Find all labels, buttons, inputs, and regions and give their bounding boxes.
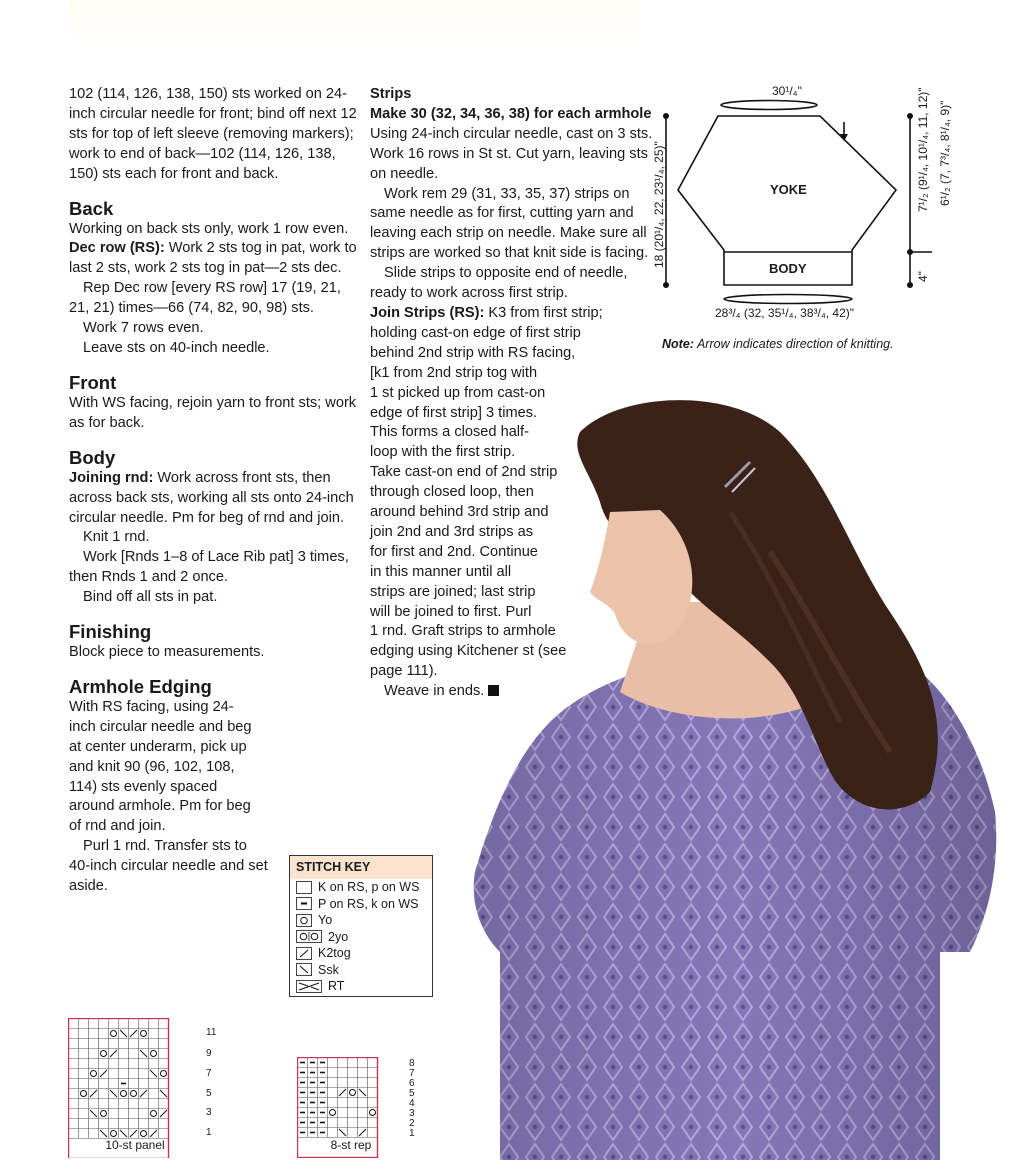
- garment-outline: [678, 116, 896, 285]
- back-p2: Dec row (RS): Work 2 sts tog in pat, work to last 2 sts, work 2 sts tog in pat—2 sts dec.: [69, 240, 357, 277]
- chart2-row-number: 2: [409, 1118, 415, 1129]
- yo-symbol: [111, 1031, 117, 1037]
- chart2-row-number: 8: [409, 1058, 415, 1069]
- schematic-note: Note: Arrow indicates direction of knitting.: [662, 337, 894, 351]
- intro-paragraph: 102 (114, 126, 138, 150) sts worked on 24-inch circular needle for front; bind off next 12 sts for top of left sleeve (removing markers); work to end of back—102 (114, 126, 138, 150) sts each for front and back.: [69, 86, 357, 182]
- body-p2: Knit 1 rnd.: [83, 529, 150, 546]
- join-strips-paragraph: Join Strips (RS): K3 from first strip; holding cast-on edge of first strip behind 2nd strip with RS facing, [k1 from 2nd strip tog with 1 st picked up from cast-on edge of first strip] 3 times. This forms a closed half- loop with the first strip. Take cast-on end of 2nd strip through closed loop, then around behind 3rd strip and join 2nd and 3rd strips as for first and 2nd. Continue in this manner until all strips are joined; last strip will be joined to first. Purl 1 rnd. Graft strips to armhole edging using Kitchener st (see page 111).: [370, 304, 660, 682]
- left-slash-square-icon: [296, 963, 312, 976]
- ssk-symbol: [160, 1090, 167, 1097]
- top-width-label: 30¹/₄": [772, 84, 802, 98]
- strips-p2: Work rem 29 (31, 33, 35, 37) strips on same needle as for first, cutting yarn and leaving each strip on needle. Make sure all strips are worked so that knit side is facing.: [370, 185, 649, 262]
- chart2-row-number: 4: [409, 1098, 415, 1109]
- blank-square-icon: [296, 881, 312, 894]
- strips-subheading: Make 30 (32, 34, 36, 38) for each armhole: [370, 105, 652, 122]
- yo-symbol: [151, 1111, 157, 1117]
- join-line: 1 st picked up from cast-on: [370, 384, 546, 401]
- strips-p5: Weave in ends.: [370, 682, 660, 702]
- join-line: around behind 3rd strip and: [370, 504, 549, 521]
- chart1-row-number: 3: [206, 1107, 212, 1118]
- chart1-row-number: 11: [206, 1027, 217, 1038]
- garment-schematic: [648, 80, 952, 360]
- k2tog-symbol: [110, 1050, 117, 1057]
- model-illustration: [470, 392, 1012, 1160]
- back-p5: Leave sts on 40-inch needle.: [83, 339, 270, 356]
- join-line: will be joined to first. Purl: [370, 603, 532, 620]
- stitch-key-item: K on RS, p on WS: [290, 879, 432, 896]
- stitch-key-item: P on RS, k on WS: [290, 896, 432, 913]
- ssk-symbol: [90, 1110, 97, 1117]
- join-line: in this manner until all: [370, 563, 512, 580]
- join-strips-label: Join Strips (RS):: [370, 304, 485, 321]
- yo-symbol: [131, 1091, 137, 1097]
- double-circle-square-icon: [296, 930, 322, 943]
- ssk-symbol: [100, 1130, 107, 1137]
- join-line: 1 rnd. Graft strips to armhole: [370, 623, 556, 640]
- right-body-height-label: 4": [916, 271, 930, 282]
- strips-p1: Using 24-inch circular needle, cast on 3 sts. Work 16 rows in St st. Cut yarn, leaving sts on needle.: [370, 125, 653, 182]
- join-line: edging using Kitchener st (see: [370, 643, 567, 660]
- yo-symbol: [121, 1091, 127, 1097]
- yo-symbol: [161, 1071, 167, 1077]
- strips-p3: Slide strips to opposite end of needle, ready to work across first strip.: [370, 265, 628, 302]
- chart1-grid: [68, 1018, 202, 1158]
- heading-strips: Strips: [370, 86, 412, 102]
- chart-grid-lines: [297, 1057, 378, 1138]
- stitch-key-item: Yo: [290, 912, 432, 929]
- model-photo: [470, 392, 1012, 1160]
- yo-symbol: [141, 1031, 147, 1037]
- armhole-p2: Purl 1 rnd. Transfer sts to 40-inch circular needle and set aside.: [69, 838, 268, 895]
- right-yoke-height-label: 7¹/₂ (9¹/₄, 10¹/₄, 11, 12)": [916, 87, 930, 212]
- chart2-row-number: 7: [409, 1068, 415, 1079]
- chart1-row-number: 1: [206, 1127, 212, 1138]
- back-p4: Work 7 rows even.: [83, 320, 204, 337]
- body-label: BODY: [769, 261, 807, 276]
- join-line: This forms a closed half-: [370, 424, 529, 441]
- yo-symbol: [330, 1110, 336, 1116]
- chart-grid-lines: [68, 1018, 169, 1139]
- stitch-key-item: 2yo: [290, 929, 432, 946]
- ssk-symbol: [110, 1090, 117, 1097]
- k2tog-symbol: [130, 1130, 137, 1137]
- dec-row-label: Dec row (RS):: [69, 240, 165, 257]
- body-p1: Joining rnd: Work across front sts, then across back sts, working all sts onto 24-inch circular needle. Pm for beg of rnd and join.: [69, 469, 354, 526]
- k2tog-symbol: [339, 1089, 346, 1096]
- front-p1: With WS facing, rejoin yarn to front sts; work as for back.: [69, 394, 357, 431]
- chart2-row-number: 6: [409, 1078, 415, 1089]
- k2tog-symbol: [90, 1090, 97, 1097]
- body-p3: Work [Rnds 1–8 of Lace Rib pat] 3 times, then Rnds 1 and 2 once.: [69, 549, 349, 586]
- face: [590, 510, 692, 644]
- back-p1: Working on back sts only, work 1 row even.: [69, 220, 349, 237]
- join-line: page 111).: [370, 663, 438, 680]
- rt-cross-icon: [296, 980, 322, 993]
- chart1-row-number: 5: [206, 1088, 212, 1099]
- stitch-key-item: RT: [290, 978, 432, 995]
- chart-10-st-panel: [68, 1018, 202, 1158]
- yo-symbol: [81, 1091, 87, 1097]
- yo-symbol: [101, 1051, 107, 1057]
- chart-8-st-rep: [297, 1057, 405, 1158]
- k2tog-symbol: [130, 1030, 137, 1037]
- yo-symbol: [111, 1131, 117, 1137]
- join-line: behind 2nd strip with RS facing,: [370, 344, 576, 361]
- join-line: strips are joined; last strip: [370, 583, 536, 600]
- join-line: Take cast-on end of 2nd strip: [370, 464, 558, 481]
- k2tog-symbol: [140, 1090, 147, 1097]
- join-line: holding cast-on edge of first strip: [370, 324, 581, 341]
- k2tog-symbol: [150, 1130, 157, 1137]
- yo-symbol: [101, 1111, 107, 1117]
- k2tog-symbol: [160, 1110, 167, 1117]
- armhole-p1: With RS facing, using 24-inch circular needle and beg at center underarm, pick up and knit 90 (96, 102, 108, 114) sts evenly spaced around armhole. Pm for beg of rnd and join.: [69, 698, 252, 835]
- yo-symbol: [151, 1051, 157, 1057]
- k2tog-symbol: [359, 1129, 366, 1136]
- stitch-key-item: Ssk: [290, 962, 432, 979]
- back-p3: Rep Dec row [every RS row] 17 (19, 21, 21, 21) times—66 (74, 82, 90, 98) sts.: [69, 280, 341, 317]
- text-column-left: [69, 85, 359, 897]
- bottom-width-label: 28³/₄ (32, 35¹/₄, 38³/₄, 42)": [715, 306, 855, 320]
- body-p4: Bind off all sts in pat.: [83, 589, 218, 606]
- join-line: loop with the first strip.: [370, 444, 516, 461]
- right-slash-square-icon: [296, 947, 312, 960]
- ssk-symbol: [150, 1070, 157, 1077]
- heading-back: Back: [69, 197, 114, 219]
- heading-front: Front: [69, 371, 117, 393]
- join-line: through closed loop, then: [370, 484, 534, 501]
- join-line: [k1 from 2nd strip tog with: [370, 364, 538, 381]
- ssk-symbol: [339, 1129, 346, 1136]
- yo-symbol: [91, 1071, 97, 1077]
- yo-symbol: [141, 1131, 147, 1137]
- yo-symbol: [370, 1110, 376, 1116]
- yo-symbol: [350, 1090, 356, 1096]
- ssk-symbol: [120, 1130, 127, 1137]
- ssk-symbol: [140, 1050, 147, 1057]
- ssk-symbol: [120, 1030, 127, 1037]
- join-line: join 2nd and 3rd strips as: [370, 523, 534, 540]
- left-height-label: 18 (20¹/₄, 22, 23¹/₄, 25)": [652, 141, 666, 268]
- stitch-key-item: K2tog: [290, 945, 432, 962]
- chart1-row-number: 9: [206, 1048, 212, 1059]
- joining-rnd-label: Joining rnd:: [69, 469, 154, 486]
- heading-finishing: Finishing: [69, 621, 152, 643]
- join-line: edge of first strip] 3 times.: [370, 404, 538, 421]
- chart1-caption: 10-st panel: [105, 1138, 165, 1152]
- yoke-label: YOKE: [770, 182, 807, 197]
- circle-square-icon: [296, 914, 312, 927]
- chart2-row-number: 3: [409, 1108, 415, 1119]
- join-line: for first and 2nd. Continue: [370, 543, 538, 560]
- ssk-symbol: [359, 1089, 366, 1096]
- heading-body: Body: [69, 446, 116, 468]
- header-band: [70, 0, 640, 44]
- chart1-row-number: 7: [206, 1068, 212, 1079]
- stitch-key: [289, 855, 433, 997]
- chart2-row-number: 5: [409, 1088, 415, 1099]
- heading-armhole-edging: Armhole Edging: [69, 675, 212, 697]
- chart2-row-number: 1: [409, 1128, 415, 1139]
- finishing-p1: Block piece to measurements.: [69, 644, 265, 661]
- dash-square-icon: [296, 897, 312, 910]
- k2tog-symbol: [100, 1070, 107, 1077]
- chart2-caption: 8-st rep: [330, 1138, 372, 1152]
- stitch-key-title: STITCH KEY: [290, 856, 432, 879]
- right-armhole-label: 6¹/₂ (7, 7³/₄, 8¹/₄, 9)": [938, 100, 952, 206]
